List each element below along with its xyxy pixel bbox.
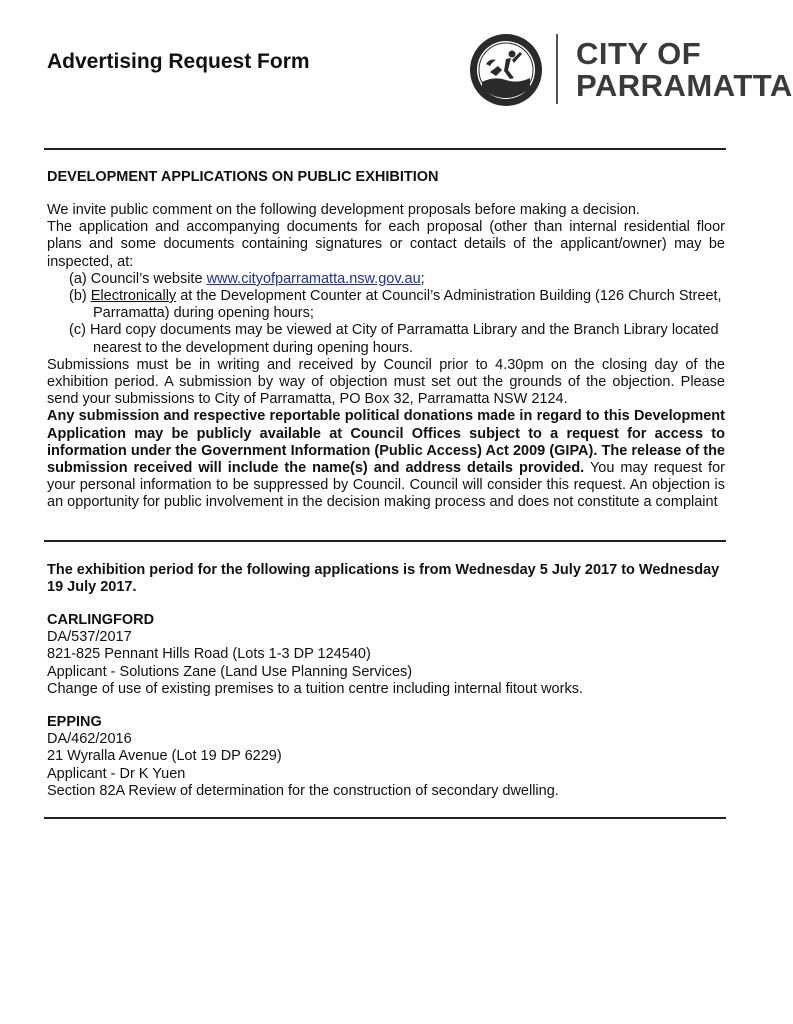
da-number: DA/462/2016: [47, 731, 132, 748]
proposal-description: Section 82A Review of determination for the construction of secondary dwelling.: [47, 782, 559, 799]
section-divider: [44, 817, 726, 819]
proposal-description: Change of use of existing premises to a tuition centre including internal fitout works.: [47, 680, 583, 697]
intro-paragraph: We invite public comment on the following development proposals before making a decision.: [47, 202, 640, 218]
council-website-link[interactable]: www.cityofparramatta.nsw.gov.au: [206, 270, 421, 287]
notice-body: [47, 202, 725, 512]
list-item: (a) Council’s website www.cityofparramatta.nsw.gov.au;: [69, 270, 425, 287]
applicant: Applicant - Solutions Zane (Land Use Planning Services): [47, 663, 413, 680]
applicant: Applicant - Dr K Yuen: [47, 765, 186, 782]
list-item: (b) Electronically at the Development Counter at Council’s Administration Building (126 Church Street, Parramatta) during opening hours;: [69, 288, 722, 322]
suburb-heading: CARLINGFORD: [47, 612, 155, 628]
application-epping: [47, 714, 725, 800]
gipa-warning: Any submission and respective reportable political donations made in regard to this Development Application may be publicly available at Council Offices subject to a request for access to information under the Government Information (Public Access) Act 2009 (GIPA). The release of the submission received will include the name(s) and address details provided.: [47, 408, 725, 477]
da-number: DA/537/2017: [47, 629, 132, 646]
notice-heading: DEVELOPMENT APPLICATIONS ON PUBLIC EXHIBITION: [47, 169, 439, 185]
property-address: 821-825 Pennant Hills Road (Lots 1-3 DP 124540): [47, 646, 371, 663]
application-carlingford: [47, 612, 725, 698]
logo-divider: [556, 34, 558, 104]
gipa-paragraph: [47, 408, 725, 511]
suburb-heading: EPPING: [47, 714, 102, 730]
city-of-parramatta-logo: [468, 32, 793, 108]
logo-text-parramatta: PARRAMATTA: [576, 68, 793, 103]
section-divider: [44, 148, 726, 150]
inspection-locations-list: [47, 271, 725, 357]
council-seal-icon: [468, 32, 544, 108]
inspection-paragraph: The application and accompanying documents for each proposal (other than internal residential floor plans and some documents containing signatures or contact details of the applicant/owner) may be inspected, at:: [47, 219, 725, 270]
page-title: Advertising Request Form: [47, 50, 310, 73]
section-divider: [44, 540, 726, 542]
property-address: 21 Wyralla Avenue (Lot 19 DP 6229): [47, 748, 282, 765]
submissions-paragraph: Submissions must be in writing and received by Council prior to 4.30pm on the closing day of the exhibition period. A submission by way of objection must set out the grounds of the objection. Please send your submissions to City of Parramatta, PO Box 32, Parramatta NSW 2124.: [47, 356, 725, 408]
list-item: (c) Hard copy documents may be viewed at City of Parramatta Library and the Branch Library located nearest to the development during opening hours.: [69, 322, 719, 356]
logo-text-city: CITY OF: [576, 36, 702, 71]
gipa-closing: You may request for your personal information to be suppressed by Council. Council will consider this request. An objection is an opportunity for public involvement in the decision making process and does not constitute a complaint: [47, 460, 725, 511]
exhibition-period: The exhibition period for the following applications is from Wednesday 5 July 2017 to Wednesday 19 July 2017.: [47, 562, 720, 596]
